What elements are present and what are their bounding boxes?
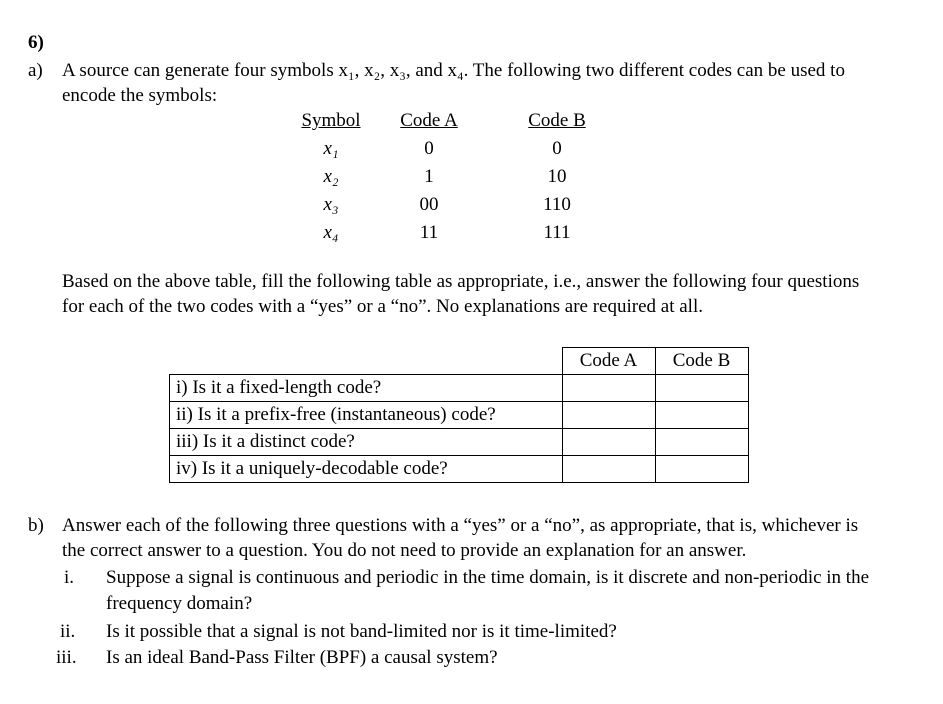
part-a-label: a) (28, 60, 43, 81)
code-a-answer-header: Code A (562, 348, 655, 375)
code-a-column (392, 107, 466, 247)
item-number: i. (64, 567, 75, 588)
item-text: frequency domain? (106, 593, 253, 614)
code-a-cell: 11 (419, 222, 439, 243)
instruction-line2: for each of the two codes with a “yes” or a “no”. No explanations are required at all. (62, 296, 703, 317)
part-b-intro-line2: the correct answer to a question. You do not need to provide an explanation for an answer. (62, 540, 747, 561)
code-a-cell: 1 (424, 166, 434, 187)
item-number: ii. (60, 621, 76, 642)
symbol-cell: x₁ (323, 138, 339, 159)
answer-table (169, 347, 749, 483)
item-number: iii. (56, 647, 77, 668)
answer-cell-code-a[interactable] (562, 375, 655, 402)
code-b-answer-header: Code B (655, 348, 748, 375)
code-a-header: Code A (400, 110, 458, 131)
code-b-header: Code B (528, 110, 586, 131)
symbol-header: Symbol (301, 110, 361, 131)
item-text: Is it possible that a signal is not band-limited nor is it time-limited? (106, 621, 617, 642)
answer-cell-code-b[interactable] (655, 402, 748, 429)
question-cell: ii) Is it a prefix-free (instantaneous) code? (170, 402, 563, 429)
code-a-cell: 00 (419, 194, 439, 215)
symbol-column (295, 107, 367, 247)
table-row (170, 402, 749, 429)
symbol-cell: x₂ (323, 166, 339, 187)
symbol-cell: x₃ (323, 194, 339, 215)
question-number: 6) (28, 32, 44, 53)
part-a-intro-line1: A source can generate four symbols x₁, x₂, x₃, and x₄. The following two different codes can be used to (62, 60, 845, 81)
answer-cell-code-b[interactable] (655, 456, 748, 483)
code-b-column (520, 107, 594, 247)
answer-cell-code-a[interactable] (562, 429, 655, 456)
instruction-line1: Based on the above table, fill the following table as appropriate, i.e., answer the following four questions (62, 271, 860, 292)
answer-table-header-row (170, 348, 749, 375)
part-b-label: b) (28, 515, 44, 536)
answer-cell-code-a[interactable] (562, 402, 655, 429)
question-cell: iii) Is it a distinct code? (170, 429, 563, 456)
answer-cell-code-a[interactable] (562, 456, 655, 483)
part-b-intro-line1: Answer each of the following three questions with a “yes” or a “no”, as appropriate, that is, whichever is (62, 515, 859, 536)
part-a-intro-line2: encode the symbols: (62, 85, 218, 106)
answer-cell-code-b[interactable] (655, 429, 748, 456)
code-b-cell: 110 (543, 194, 571, 215)
table-row (170, 375, 749, 402)
table-row (170, 429, 749, 456)
question-cell: iv) Is it a uniquely-decodable code? (170, 456, 563, 483)
empty-corner (170, 348, 563, 375)
code-b-cell: 0 (552, 138, 562, 159)
question-cell: i) Is it a fixed-length code? (170, 375, 563, 402)
item-text: Suppose a signal is continuous and periodic in the time domain, is it discrete and non-periodic in the (106, 567, 870, 588)
code-b-cell: 111 (543, 222, 571, 243)
code-b-cell: 10 (547, 166, 567, 187)
table-row (170, 456, 749, 483)
code-a-cell: 0 (424, 138, 434, 159)
answer-cell-code-b[interactable] (655, 375, 748, 402)
item-text: Is an ideal Band-Pass Filter (BPF) a causal system? (106, 647, 498, 668)
symbol-cell: x₄ (323, 222, 339, 243)
